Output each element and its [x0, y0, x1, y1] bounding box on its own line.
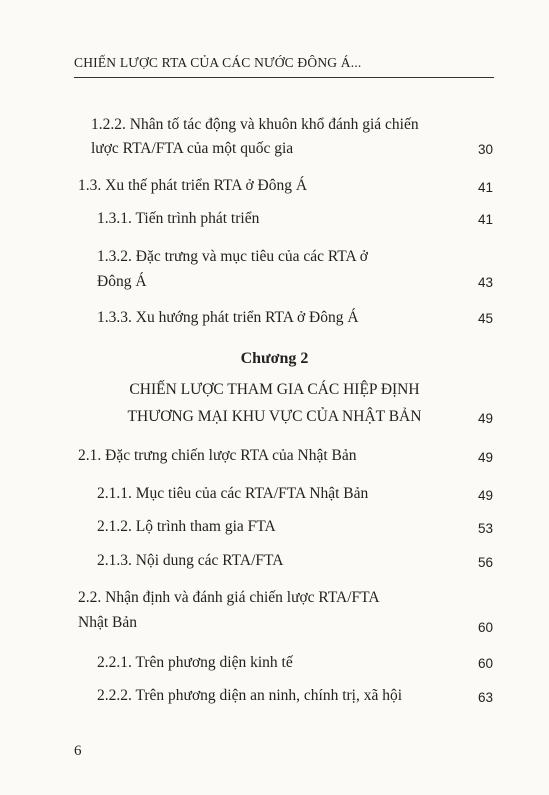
toc-entry-text: Đông Á	[97, 273, 147, 290]
toc-page-number: 56	[477, 555, 493, 570]
toc-entry-text: lược RTA/FTA của một quốc gia	[91, 140, 294, 157]
toc-page-number: 30	[477, 142, 493, 157]
toc-entry-text: 2.2.1. Trên phương diện kinh tế	[97, 654, 293, 671]
toc-entry-text: 2.1. Đặc trưng chiến lược RTA của Nhật Bản	[78, 447, 357, 464]
toc-page-number: 60	[477, 656, 493, 671]
toc-entry-text: 1.3. Xu thế phát triển RTA ở Đông Á	[78, 177, 308, 194]
footer-page-number: 6	[74, 743, 82, 759]
toc-page-number: 49	[477, 411, 493, 426]
toc-entry-text: 2.1.3. Nội dung các RTA/FTA	[97, 552, 284, 569]
toc-entry-text: 2.2. Nhận định và đánh giá chiến lược RTA/FTA	[78, 589, 380, 606]
toc-entry-text: 2.1.1. Mục tiêu của các RTA/FTA Nhật Bản	[97, 485, 369, 502]
toc-entry-text: 1.3.3. Xu hướng phát triển RTA ở Đông Á	[97, 309, 359, 326]
toc-page-number: 43	[477, 275, 493, 290]
chapter-title: THƯƠNG MẠI KHU VỰC CỦA NHẬT BẢN	[127, 408, 422, 425]
chapter-title: CHIẾN LƯỢC THAM GIA CÁC HIỆP ĐỊNH	[129, 381, 420, 398]
toc-entry-text: 2.1.2. Lộ trình tham gia FTA	[97, 518, 276, 535]
toc-page-number: 53	[477, 521, 493, 536]
toc-page-number: 41	[477, 180, 493, 195]
toc-page-number: 41	[477, 212, 493, 227]
toc-entry-text: 2.2.2. Trên phương diện an ninh, chính trị, xã hội	[97, 687, 403, 704]
chapter-label: Chương 2	[240, 350, 309, 367]
running-header: CHIẾN LƯỢC RTA CỦA CÁC NƯỚC ĐÔNG Á...	[74, 55, 362, 70]
toc-entry-text: Nhật Bản	[78, 614, 137, 631]
toc-page-number: 49	[477, 450, 493, 465]
toc-entry-text: 1.3.2. Đặc trưng và mục tiêu của các RTA ở	[97, 248, 368, 265]
toc-entry-text: 1.2.2. Nhân tố tác động và khuôn khổ đánh giá chiến	[91, 116, 419, 133]
toc-page-number: 60	[477, 620, 493, 635]
toc-page-number: 45	[477, 311, 493, 326]
toc-page-number: 63	[477, 690, 493, 705]
toc-entry-text: 1.3.1. Tiến trình phát triển	[97, 210, 260, 227]
header-rule	[74, 77, 494, 78]
toc-page-number: 49	[477, 488, 493, 503]
